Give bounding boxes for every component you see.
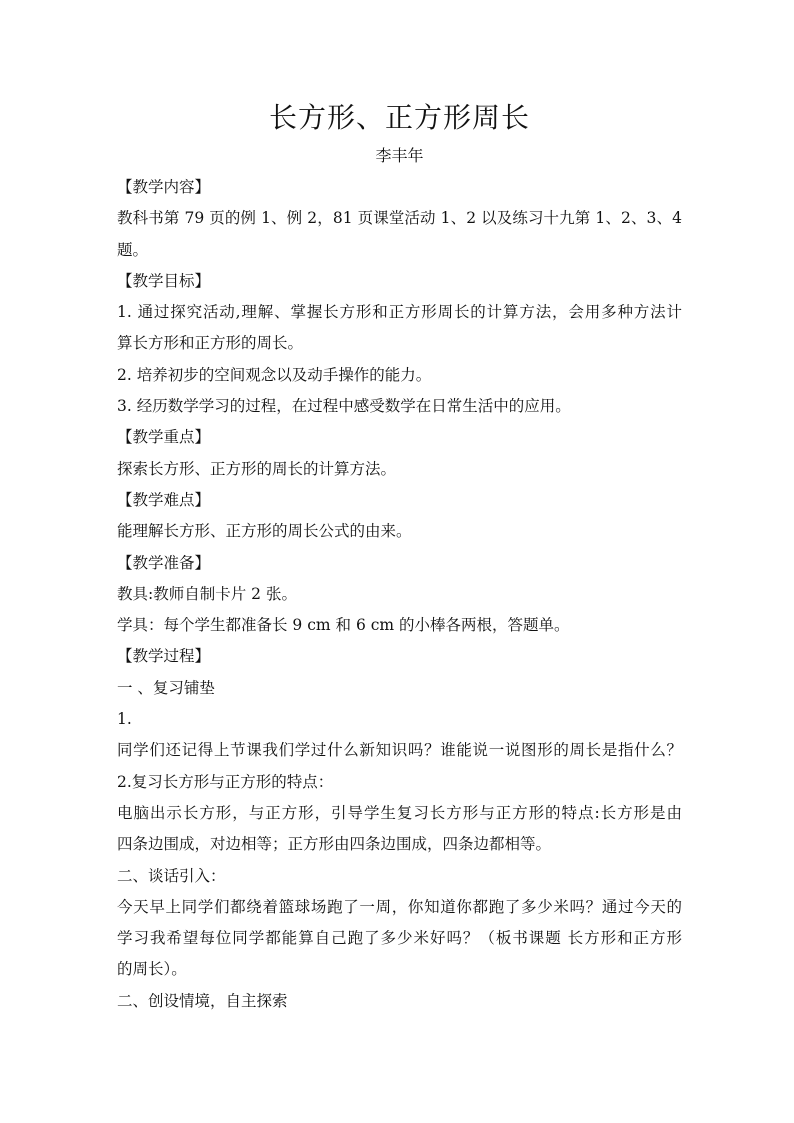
body-line: 【教学内容】 xyxy=(117,178,211,196)
body-line: 能理解长方形、正方形的周长公式的由来。 xyxy=(117,522,412,541)
body-line: 【教学难点】 xyxy=(117,490,211,509)
body-line: 1. xyxy=(117,710,132,729)
body-line: 2.复习长方形与正方形的特点： xyxy=(117,772,334,791)
body-line: 算长方形和正方形的周长。 xyxy=(117,334,304,353)
body-line: 3. 经历数学学习的过程，在过程中感受数学在日常生活中的应用。 xyxy=(117,397,571,416)
body-line: 学习我希望每位同学都能算自己跑了多少米好吗？（板书课题 长方形和正方形 xyxy=(117,929,682,948)
body-line: 2. 培养初步的空间观念以及动手操作的能力。 xyxy=(117,365,432,384)
body-line: 一 、复习铺垫 xyxy=(117,678,215,697)
body-line: 【教学重点】 xyxy=(117,428,211,447)
body-line: 教具:教师自制卡片 2 张。 xyxy=(117,584,297,603)
body-line: 的周长）。 xyxy=(117,960,187,979)
body-line: 【教学目标】 xyxy=(117,271,211,290)
body-line: 二、谈话引入： xyxy=(117,866,226,885)
body-line: 探索长方形、正方形的周长的计算方法。 xyxy=(117,459,397,478)
body-line: 二、创设情境，自主探索 xyxy=(117,991,288,1010)
body-line: 今天早上同学们都绕着篮球场跑了一周，你知道你都跑了多少米吗？通过今天的 xyxy=(117,897,682,916)
body-line: 四条边围成，对边相等；正方形由四条边围成，四条边都相等。 xyxy=(117,835,552,854)
body-line: 1. 通过探究活动,理解、掌握长方形和正方形周长的计算方法，会用多种方法计 xyxy=(117,303,682,322)
document-author: 李丰年 xyxy=(375,146,424,165)
body-line: 电脑出示长方形，与正方形，引导学生复习长方形与正方形的特点:长方形是由 xyxy=(117,803,682,822)
body-line: 题。 xyxy=(117,240,149,259)
body-line: 同学们还记得上节课我们学过什么新知识吗？谁能说一说图形的周长是指什么？ xyxy=(117,741,682,760)
body-line: 学具：每个学生都准备长 9 cm 和 6 cm 的小棒各两根，答题单。 xyxy=(117,616,570,635)
body-line: 【教学过程】 xyxy=(117,647,211,666)
document-body xyxy=(117,172,682,1017)
document-title: 长方形、正方形周长 xyxy=(268,101,530,134)
body-line: 教科书第 79 页的例 1、例 2，81 页课堂活动 1、2 以及练习十九第 1、2、3、4 xyxy=(117,209,682,228)
body-line: 【教学准备】 xyxy=(117,553,211,572)
